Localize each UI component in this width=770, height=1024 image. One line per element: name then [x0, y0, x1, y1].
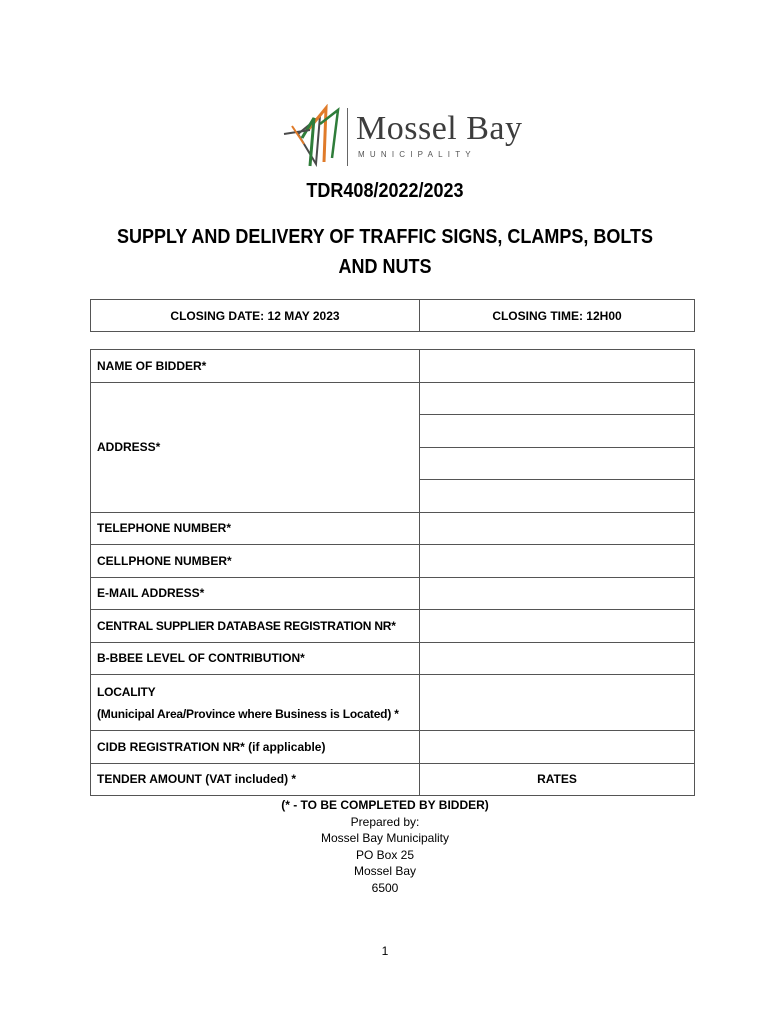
locality-label — [91, 675, 420, 731]
address-field-line2[interactable] — [420, 415, 695, 448]
po-box: PO Box 25 — [355, 847, 415, 862]
csd-label: CENTRAL SUPPLIER DATABASE REGISTRATION NR* — [91, 610, 420, 643]
email-field[interactable] — [420, 577, 695, 610]
address-field-line3[interactable] — [420, 447, 695, 480]
cidb-field[interactable] — [420, 731, 695, 764]
bidder-details-table — [90, 349, 695, 796]
closing-time: CLOSING TIME: 12H00 — [420, 300, 695, 332]
tender-title-line1: SUPPLY AND DELIVERY OF TRAFFIC SIGNS, CLAMPS, BOLTS — [116, 226, 654, 248]
mossel-bay-sail-icon — [280, 104, 348, 170]
prepared-by: Prepared by: — [350, 814, 420, 829]
cellphone-field[interactable] — [420, 545, 695, 578]
footer — [0, 797, 770, 896]
town: Mossel Bay — [353, 864, 417, 878]
address-field-line4[interactable] — [420, 480, 695, 513]
logo-wordmark: Mossel Bay — [356, 110, 523, 147]
csd-field[interactable] — [420, 610, 695, 643]
locality-title: LOCALITY — [97, 684, 156, 699]
address-field-line1[interactable] — [420, 382, 695, 415]
completion-note: (* - TO BE COMPLETED BY BIDDER) — [281, 798, 489, 812]
tender-number: TDR408/2022/2023 — [306, 180, 464, 202]
closing-date: CLOSING DATE: 12 MAY 2023 — [91, 300, 420, 332]
email-label: E-MAIL ADDRESS* — [91, 577, 420, 610]
locality-field[interactable] — [420, 675, 695, 731]
page-number: 1 — [381, 944, 389, 958]
tender-amount-label: TENDER AMOUNT (VAT included) * — [91, 763, 420, 796]
locality-note: (Municipal Area/Province where Business is Located) * — [97, 706, 399, 721]
cidb-label: CIDB REGISTRATION NR* (if applicable) — [91, 731, 420, 764]
prepared-org: Mossel Bay Municipality — [320, 831, 450, 845]
municipality-logo — [280, 104, 523, 170]
logo-subtitle: MUNICIPALITY — [358, 150, 476, 159]
tender-title — [115, 222, 655, 282]
postcode: 6500 — [371, 880, 399, 895]
telephone-field[interactable] — [420, 512, 695, 545]
closing-table — [90, 299, 695, 332]
address-label: ADDRESS* — [91, 382, 420, 512]
name-of-bidder-field[interactable] — [420, 350, 695, 383]
name-of-bidder-label: NAME OF BIDDER* — [91, 350, 420, 383]
rates-label: RATES — [420, 763, 695, 796]
telephone-label: TELEPHONE NUMBER* — [91, 512, 420, 545]
bbbee-field[interactable] — [420, 642, 695, 675]
bbbee-label: B-BBEE LEVEL OF CONTRIBUTION* — [91, 642, 420, 675]
logo-divider — [347, 108, 348, 166]
tender-title-line2: AND NUTS — [338, 256, 432, 278]
cellphone-label: CELLPHONE NUMBER* — [91, 545, 420, 578]
